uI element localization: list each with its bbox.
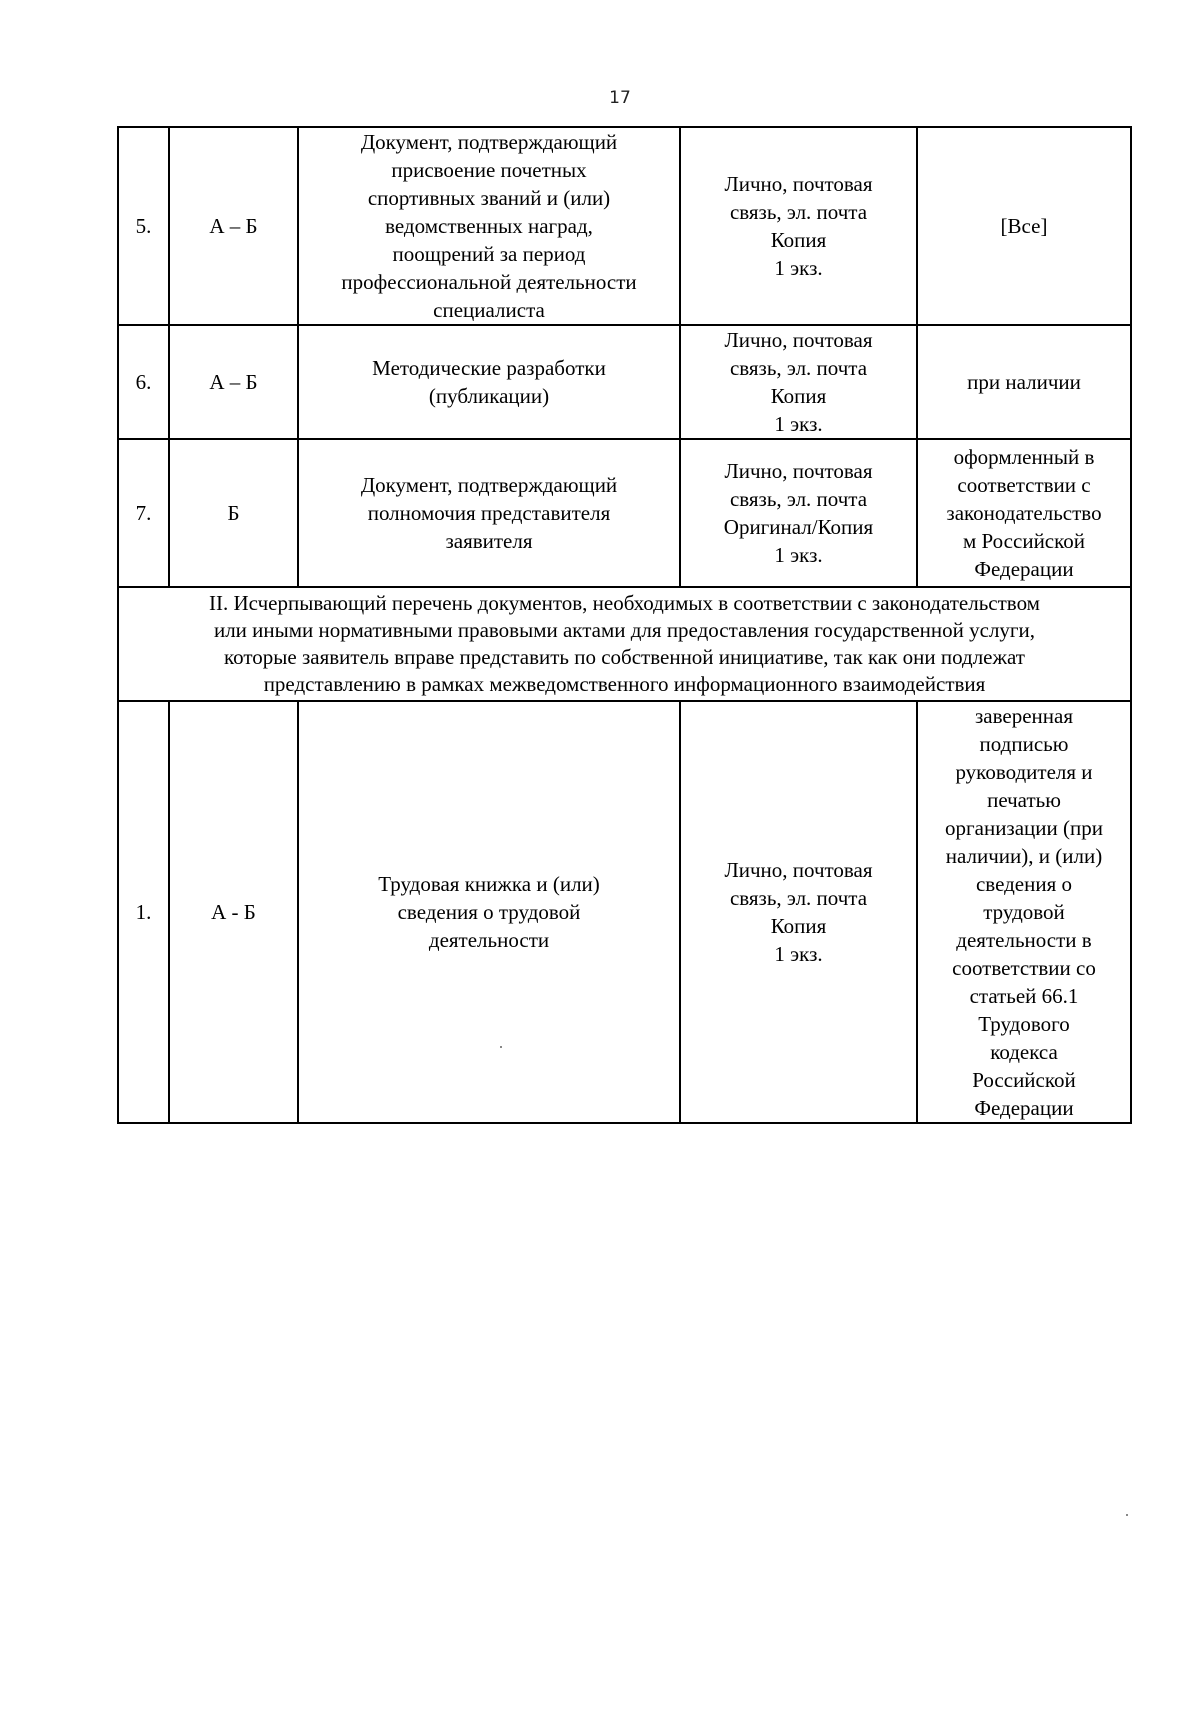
section-header-row bbox=[118, 587, 1131, 701]
note-line: кодекса bbox=[990, 1040, 1058, 1064]
section-ii-heading bbox=[118, 587, 1131, 701]
document-name-line: заявителя bbox=[445, 529, 533, 553]
document-name-line: спортивных званий и (или) bbox=[367, 186, 611, 210]
document-name-line: сведения о трудовой bbox=[397, 900, 581, 924]
submission-method-line: Лично, почтовая bbox=[724, 172, 873, 196]
document-name-line: Методические разработки bbox=[372, 356, 606, 380]
document-name-line: ведомственных наград, bbox=[385, 214, 593, 238]
note-line: трудовой bbox=[983, 900, 1065, 924]
submission-method bbox=[680, 127, 917, 325]
row-number: 7. bbox=[118, 439, 169, 587]
section-heading-line: II. Исчерпывающий перечень документов, необходимых в соответствии с законодательством bbox=[209, 591, 1040, 615]
row-number: 6. bbox=[118, 325, 169, 439]
document-name-line: присвоение почетных bbox=[391, 158, 587, 182]
row-number: 5. bbox=[118, 127, 169, 325]
note-line: законодательство bbox=[946, 501, 1102, 525]
submission-method-line: 1 экз. bbox=[774, 256, 823, 280]
submission-method-line: связь, эл. почта bbox=[729, 487, 868, 511]
note-line: [Все] bbox=[1000, 214, 1048, 238]
submission-method-line: 1 экз. bbox=[774, 412, 823, 436]
note-line: Российской bbox=[972, 1068, 1076, 1092]
submission-method bbox=[680, 439, 917, 587]
note-line: оформленный в bbox=[953, 445, 1095, 469]
document-name-line: деятельности bbox=[428, 928, 550, 952]
submission-method-line: Лично, почтовая bbox=[724, 328, 873, 352]
note-line: наличии), и (или) bbox=[945, 844, 1103, 868]
submission-method-line: 1 экз. bbox=[774, 543, 823, 567]
note-line: деятельности в bbox=[956, 928, 1092, 952]
table-row bbox=[118, 127, 1131, 325]
note-line: Трудового bbox=[978, 1012, 1070, 1036]
document-name-line: специалиста bbox=[433, 298, 545, 322]
submission-method-line: 1 экз. bbox=[774, 942, 823, 966]
note-line: руководителя и bbox=[955, 760, 1093, 784]
scan-speck bbox=[500, 1046, 502, 1048]
document-name bbox=[298, 701, 680, 1123]
note-line: соответствии со bbox=[952, 956, 1096, 980]
document-name-line: Документ, подтверждающий bbox=[360, 473, 618, 497]
document-name-line: полномочия представителя bbox=[367, 501, 611, 525]
submission-method-line: Оригинал/Копия bbox=[723, 515, 874, 539]
applicant-category: А – Б bbox=[169, 127, 298, 325]
note-line: подписью bbox=[979, 732, 1069, 756]
section-heading-line: представлению в рамках межведомственного информационного взаимодействия bbox=[263, 672, 986, 696]
scan-speck bbox=[1126, 1514, 1128, 1516]
submission-method-line: связь, эл. почта bbox=[729, 356, 868, 380]
note-line: м Российской bbox=[962, 529, 1086, 553]
table-row bbox=[118, 325, 1131, 439]
applicant-category: Б bbox=[169, 439, 298, 587]
document-name-line: Документ, подтверждающий bbox=[360, 130, 618, 154]
note-line: Федерации bbox=[974, 557, 1074, 581]
row-number: 1. bbox=[118, 701, 169, 1123]
note-line: печатью bbox=[987, 788, 1061, 812]
document-name-line: (публикации) bbox=[428, 384, 550, 408]
applicant-category: А - Б bbox=[169, 701, 298, 1123]
note-line: организации (при bbox=[945, 816, 1103, 840]
submission-method-line: Копия bbox=[770, 384, 827, 408]
submission-method-line: Копия bbox=[770, 914, 827, 938]
documents-table bbox=[117, 126, 1132, 1124]
note-line: сведения о bbox=[975, 872, 1073, 896]
submission-method-line: Копия bbox=[770, 228, 827, 252]
document-name bbox=[298, 127, 680, 325]
document-name-line: Трудовая книжка и (или) bbox=[378, 872, 600, 896]
note bbox=[917, 325, 1131, 439]
note-line: Федерации bbox=[974, 1096, 1074, 1120]
page-number: 17 bbox=[609, 88, 631, 108]
note-line: заверенная bbox=[974, 704, 1073, 728]
note-line: статьей 66.1 bbox=[969, 984, 1079, 1008]
note bbox=[917, 127, 1131, 325]
applicant-category: А – Б bbox=[169, 325, 298, 439]
note-line: соответствии с bbox=[957, 473, 1091, 497]
note bbox=[917, 701, 1131, 1123]
document-name-line: профессиональной деятельности bbox=[341, 270, 637, 294]
section-heading-line: или иными нормативными правовыми актами для предоставления государственной услуги, bbox=[213, 618, 1036, 642]
table-row bbox=[118, 701, 1131, 1123]
note-line: при наличии bbox=[967, 370, 1081, 394]
submission-method-line: связь, эл. почта bbox=[729, 886, 868, 910]
section-heading-line: которые заявитель вправе представить по собственной инициативе, так как они подлежат bbox=[224, 645, 1025, 669]
submission-method bbox=[680, 325, 917, 439]
submission-method-line: Лично, почтовая bbox=[724, 858, 873, 882]
submission-method-line: связь, эл. почта bbox=[729, 200, 868, 224]
submission-method-line: Лично, почтовая bbox=[724, 459, 873, 483]
submission-method bbox=[680, 701, 917, 1123]
document-name-line: поощрений за период bbox=[392, 242, 586, 266]
note bbox=[917, 439, 1131, 587]
table-row bbox=[118, 439, 1131, 587]
document-name bbox=[298, 325, 680, 439]
document-name bbox=[298, 439, 680, 587]
